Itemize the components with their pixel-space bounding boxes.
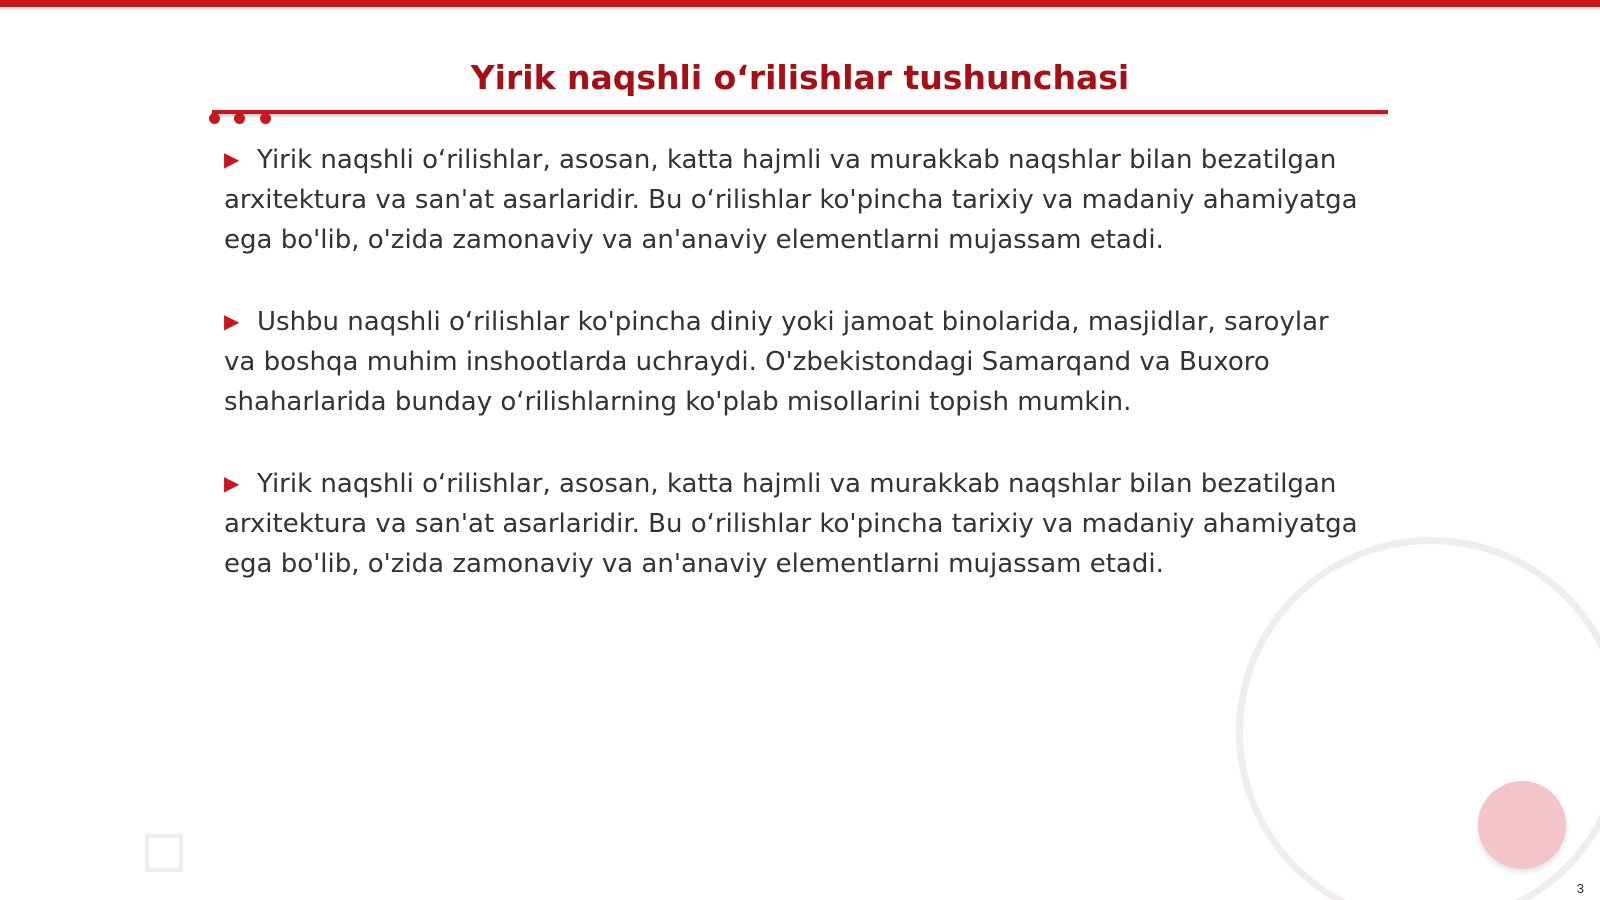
decor-pink-circle <box>1478 781 1566 869</box>
paragraph-text: Ushbu naqshli o‘rilishlar ko'pincha diniy yoki jamoat binolarida, masjidlar, saroylar va boshqa muhim inshootlarda uchraydi. O'zbekistondagi Samarqand va Buxoro shaharlarida bunday o‘rilishlarning ko'plab misollarini topish mumkin. <box>224 307 1329 417</box>
bullet-paragraph-2 <box>224 301 1364 422</box>
decor-dot-3 <box>260 113 271 124</box>
decor-dot-2 <box>234 113 245 124</box>
paragraph-text: Yirik naqshli o‘rilishlar, asosan, katta hajmli va murakkab naqshlar bilan bezatilgan arxitektura va san'at asarlaridir. Bu o‘rilishlar ko'pincha tarixiy va madaniy ahamiyatga ega bo'lib, o'zida zamonaviy va an'anaviy elementlarni mujassam etadi. <box>224 145 1358 255</box>
triangle-bullet-icon: ▶ <box>224 309 240 333</box>
title-underline <box>212 110 1388 114</box>
bullet-paragraph-3 <box>224 463 1364 584</box>
top-accent-bar <box>0 0 1600 7</box>
page-number: 3 <box>1576 881 1584 896</box>
triangle-bullet-icon: ▶ <box>224 147 240 171</box>
triangle-bullet-icon: ▶ <box>224 471 240 495</box>
decor-dot-1 <box>209 113 220 124</box>
bullet-paragraph-1 <box>224 139 1364 260</box>
decor-square <box>145 834 183 872</box>
paragraph-text: Yirik naqshli o‘rilishlar, asosan, katta hajmli va murakkab naqshlar bilan bezatilgan arxitektura va san'at asarlaridir. Bu o‘rilishlar ko'pincha tarixiy va madaniy ahamiyatga ega bo'lib, o'zida zamonaviy va an'anaviy elementlarni mujassam etadi. <box>224 469 1358 579</box>
bullet-list <box>224 139 1364 625</box>
slide-title: Yirik naqshli o‘rilishlar tushunchasi <box>470 58 1130 97</box>
